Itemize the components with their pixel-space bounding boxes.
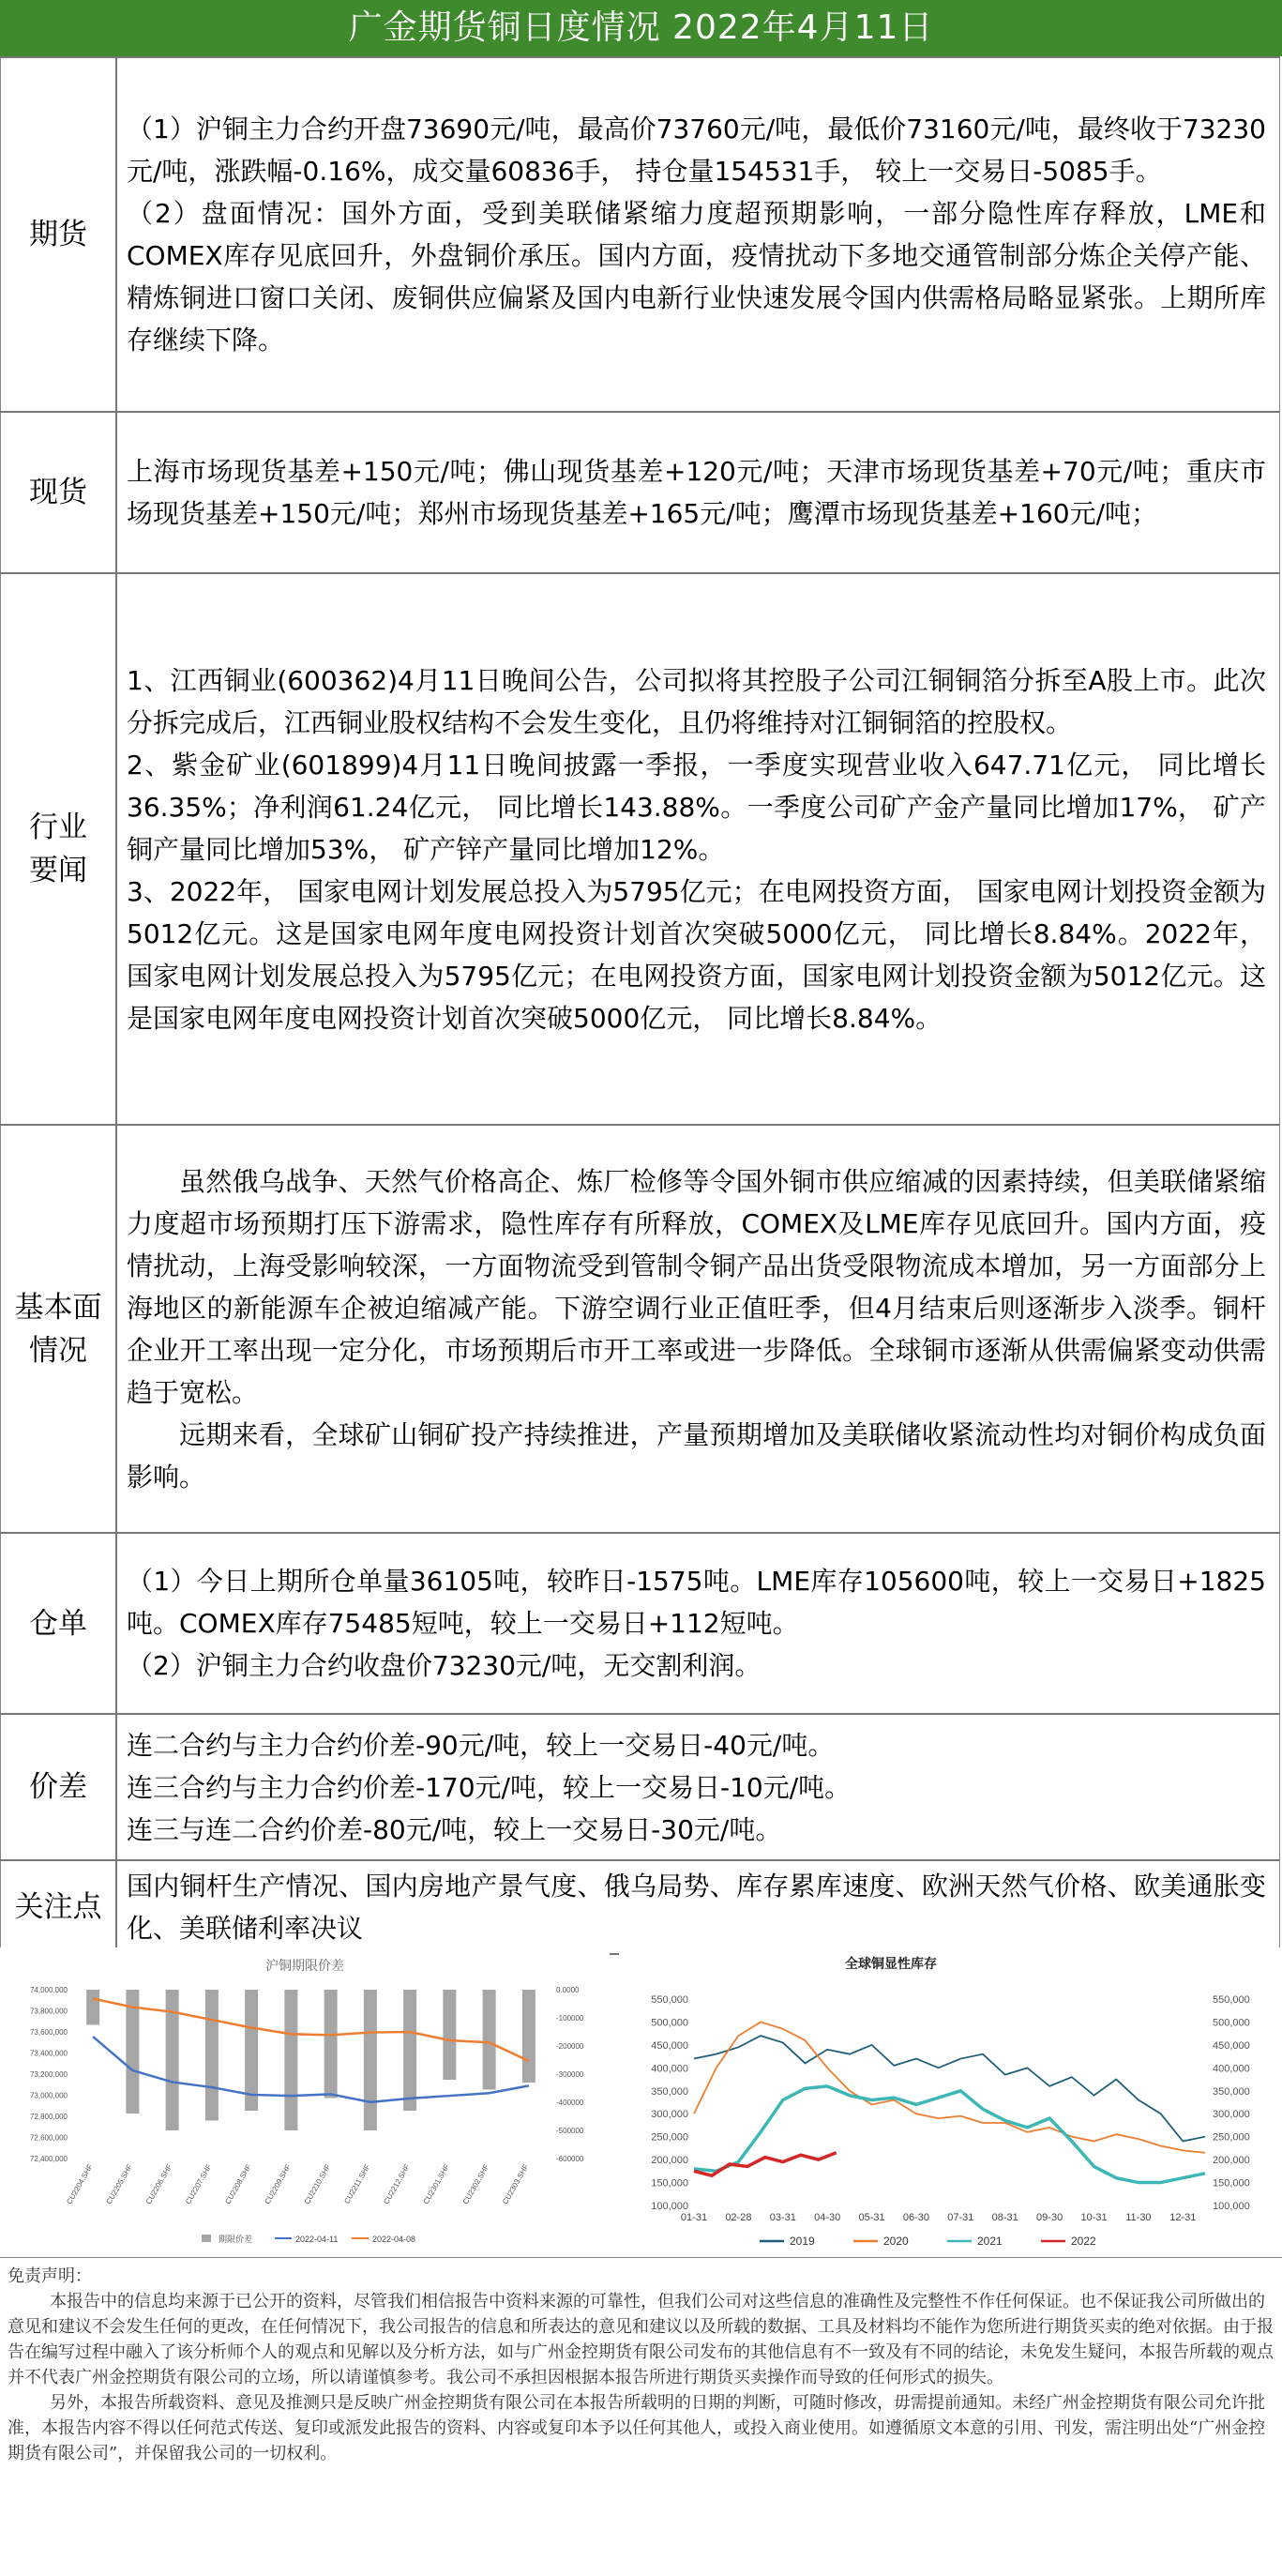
focus-paragraph: 国内铜杆生产情况、国内房地产景气度、俄乌局势、库存累库速度、欧洲天然气价格、欧美通胀变化、美联储利率决议 xyxy=(127,1871,1266,1944)
section-warehouse xyxy=(1,1533,1280,1714)
right-tick-label: -200000 xyxy=(556,2042,584,2051)
inventory-line-2020 xyxy=(694,2022,1205,2152)
x-tick-label: 01-31 xyxy=(680,2212,708,2223)
left-tick-label: 72,400,000 xyxy=(29,2155,68,2163)
section-fundamentals xyxy=(1,1125,1280,1533)
news-item-2: 2、紫金矿业(601899)4月11日晚间披露一季报，一季度实现营业收入647.71亿元， 同比增长36.35%；净利润61.24亿元， 同比增长143.88%。一季度公司矿产金产量同比增加17%， 矿产铜产量同比增加53%， 矿产锌产量同比增加12%。 xyxy=(127,749,1266,865)
right-tick-label: 550,000 xyxy=(1213,1994,1250,2006)
left-tick-label: 400,000 xyxy=(651,2063,688,2075)
left-tick-label: 550,000 xyxy=(651,1994,688,2006)
spread-bar xyxy=(522,1990,535,2083)
left-tick-label: 74,000,000 xyxy=(29,1986,68,1994)
left-tick-label: 73,200,000 xyxy=(29,2070,68,2079)
report-table xyxy=(0,56,1280,1955)
left-tick-label: 500,000 xyxy=(651,2017,688,2029)
section-spot xyxy=(1,412,1280,573)
news-item-3: 3、2022年， 国家电网计划发展总投入为5795亿元；在电网投资方面， 国家电网计划投资金额为5012亿元。这是国家电网年度电网投资计划首次突破5000亿元， 同比增长8.84%。2022年， 国家电网计划发展总投入为5795亿元；在电网投资方面，国家电网计划投资金额为5012亿元。这是国家电网年度电网投资计划首次突破5000亿元， 同比增长8.84%。 xyxy=(127,875,1266,1034)
x-tick-label: CU2204.SHF xyxy=(65,2162,95,2206)
right-tick-label: 200,000 xyxy=(1213,2155,1250,2167)
right-tick-label: -500000 xyxy=(556,2127,584,2135)
x-tick-label: 07-31 xyxy=(947,2212,974,2223)
section-spread xyxy=(1,1714,1280,1860)
chart-term-spread xyxy=(0,1947,610,2257)
section-content-futures xyxy=(116,57,1280,412)
x-tick-label: CU2302.SHF xyxy=(460,2162,491,2206)
x-tick-label: 10-31 xyxy=(1080,2212,1108,2223)
inventory-line-2019 xyxy=(694,2036,1205,2141)
spread-bar xyxy=(324,1990,338,2099)
warehouse-paragraph-1: （1）今日上期所仓单量36105吨，较昨日-1575吨。LME库存105600吨，较上一交易日+1825吨。COMEX库存75485短吨，较上一交易日+112短吨。 xyxy=(127,1566,1266,1639)
x-tick-label: CU2301.SHF xyxy=(421,2162,452,2206)
legend-label: 2020 xyxy=(883,2235,909,2248)
spread-bar xyxy=(483,1990,496,2090)
left-tick-label: 350,000 xyxy=(651,2085,688,2098)
x-tick-label: CU2205.SHF xyxy=(104,2162,135,2206)
right-tick-label: -100000 xyxy=(556,2014,584,2023)
right-tick-label: -300000 xyxy=(556,2070,584,2079)
right-tick-label: 250,000 xyxy=(1213,2131,1250,2144)
x-tick-label: 09-30 xyxy=(1036,2212,1063,2223)
section-content-warehouse xyxy=(116,1533,1280,1714)
legend-label: 2019 xyxy=(790,2235,815,2248)
x-tick-label: 02-28 xyxy=(725,2212,752,2223)
news-label-text: 行业要闻 xyxy=(29,811,87,887)
left-tick-label: 73,400,000 xyxy=(29,2049,68,2058)
disclaimer-heading: 免责声明： xyxy=(8,2266,92,2286)
left-tick-label: 300,000 xyxy=(651,2109,688,2121)
x-tick-label: 03-31 xyxy=(769,2212,796,2223)
x-tick-label: CU2206.SHF xyxy=(143,2162,174,2206)
right-tick-label: 100,000 xyxy=(1213,2201,1250,2212)
section-news xyxy=(1,573,1280,1125)
section-label-warehouse: 仓单 xyxy=(1,1533,117,1714)
right-tick-label: 150,000 xyxy=(1213,2177,1250,2190)
section-content-spot xyxy=(116,412,1280,573)
right-tick-label: -600000 xyxy=(556,2155,584,2163)
legend-label: 期限价差 xyxy=(219,2235,253,2244)
left-tick-label: 150,000 xyxy=(651,2177,688,2190)
section-label-spot: 现货 xyxy=(1,412,117,573)
spread-line-1: 连二合约与主力合约价差-90元/吨，较上一交易日-40元/吨。 xyxy=(127,1729,835,1761)
right-tick-label: -400000 xyxy=(556,2099,584,2107)
legend-label: 2022 xyxy=(1071,2235,1096,2248)
x-tick-label: CU2211.SHF xyxy=(342,2162,372,2205)
spread-bar xyxy=(205,1990,219,2121)
chart-inventory-box xyxy=(619,1947,1282,2257)
left-tick-label: 200,000 xyxy=(651,2155,688,2167)
section-label-fundamentals xyxy=(1,1125,117,1533)
x-tick-label: CU2210.SHF xyxy=(302,2162,333,2206)
futures-paragraph-2: （2）盘面情况：国外方面，受到美联储紧缩力度超预期影响，一部分隐性库存释放，LME和COMEX库存见底回升，外盘铜价承压。国内方面，疫情扰动下多地交通管制部分炼企关停产能、精炼铜进口窗口关闭、废铜供应偏紧及国内电新行业快速发展令国内供需格局略显紧张。上期所库存继续下降。 xyxy=(127,198,1266,356)
disclaimer xyxy=(0,2257,1282,2576)
legend-label: 2022-04-11 xyxy=(295,2235,339,2244)
inventory-line-2022 xyxy=(694,2153,837,2175)
left-tick-label: 72,800,000 xyxy=(29,2113,68,2121)
left-tick-label: 73,800,000 xyxy=(29,2007,68,2016)
spread-bar xyxy=(245,1990,258,2111)
x-tick-label: CU2207.SHF xyxy=(184,2162,214,2206)
x-tick-label: 12-31 xyxy=(1169,2212,1197,2223)
right-tick-label: 400,000 xyxy=(1213,2063,1250,2075)
right-tick-label: 350,000 xyxy=(1213,2085,1250,2098)
section-content-fundamentals xyxy=(116,1125,1280,1533)
fundamentals-paragraph-2: 远期来看，全球矿山铜矿投产持续推进，产量预期增加及美联储收紧流动性均对铜价构成负面影响。 xyxy=(127,1418,1266,1493)
right-tick-label: 300,000 xyxy=(1213,2109,1250,2121)
spread-bar xyxy=(364,1990,377,2130)
left-tick-label: 73,600,000 xyxy=(29,2028,68,2037)
section-content-news xyxy=(116,573,1280,1125)
legend-swatch xyxy=(202,2235,211,2242)
x-tick-label: CU2212.SHF xyxy=(382,2162,412,2206)
spread-line-3: 连三与连二合约价差-80元/吨，较上一交易日-30元/吨。 xyxy=(127,1813,782,1845)
x-tick-label: CU2303.SHF xyxy=(501,2162,531,2206)
right-tick-label: 0.0000 xyxy=(556,1986,580,1994)
x-tick-label: 04-30 xyxy=(814,2212,841,2223)
fundamentals-paragraph-1: 虽然俄乌战争、天然气价格高企、炼厂检修等令国外铜市供应缩减的因素持续，但美联储紧缩力度超市场预期打压下游需求，隐性库存有所释放，COMEX及LME库存见底回升。国内方面，疫情扰动，上海受影响较深，一方面物流受到管制令铜产品出货受限物流成本增加，另一方面部分上海地区的新能源车企被迫缩减产能。下游空调行业正值旺季，但4月结束后则逐渐步入淡季。铜杆企业开工率出现一定分化，市场预期后市开工率或进一步降低。全球铜市逐渐从供需偏紧变动供需趋于宽松。 xyxy=(127,1165,1266,1408)
left-tick-label: 73,000,000 xyxy=(29,2091,68,2100)
chart-title: 全球铜显性库存 xyxy=(845,1956,937,1971)
right-tick-label: 500,000 xyxy=(1213,2017,1250,2029)
spot-paragraph: 上海市场现货基差+150元/吨；佛山现货基差+120元/吨；天津市场现货基差+70元/吨；重庆市场现货基差+150元/吨；郑州市场现货基差+165元/吨；鹰潭市场现货基差+160元/吨； xyxy=(127,456,1266,529)
x-tick-label: 11-30 xyxy=(1125,2212,1152,2223)
left-tick-label: 72,600,000 xyxy=(29,2133,68,2143)
spread-bar xyxy=(86,1990,99,2025)
section-label-focus: 关注点 xyxy=(1,1860,117,1954)
series-line-2022-04-08 xyxy=(93,1999,529,2061)
disclaimer-paragraph-1: 本报告中的信息均来源于已公开的资料，尽管我们相信报告中资料来源的可靠性，但我们公司对这些信息的准确性及完整性不作任何保证。也不保证我公司所做出的意见和建议不会发生任何的更改，在任何情况下，我公司报告的信息和所表达的意见和建议以及所载的数据、工具及材料均不能作为您所进行期货买卖的绝对依据。由于报告在编写过程中融入了该分析师个人的观点和见解以及分析方法，如与广州金控期货有限公司发布的其他信息有不一致及有不同的结论，未免发生疑问，本报告所载的观点并不代表广州金控期货有限公司的立场，所以请谨慎参考。我公司不承担因根据本报告所进行期货买卖操作而导致的任何形式的损失。 xyxy=(8,2292,1274,2387)
section-content-spread xyxy=(116,1714,1280,1860)
section-label-spread: 价差 xyxy=(1,1714,117,1860)
legend-label: 2021 xyxy=(977,2235,1003,2248)
spread-bar xyxy=(284,1990,297,2130)
spread-line-2: 连三合约与主力合约价差-170元/吨，较上一交易日-10元/吨。 xyxy=(127,1771,852,1803)
spread-bar xyxy=(443,1990,456,2080)
section-label-news xyxy=(1,573,117,1125)
x-tick-label: CU2208.SHF xyxy=(223,2162,253,2206)
spread-bar xyxy=(403,1990,416,2111)
series-line-2022-04-11 xyxy=(93,2037,529,2102)
warehouse-paragraph-2: （2）沪铜主力合约收盘价73230元/吨，无交割利润。 xyxy=(127,1650,762,1681)
left-tick-label: 100,000 xyxy=(651,2201,688,2212)
section-content-focus xyxy=(116,1860,1280,1954)
inventory-line-2021 xyxy=(694,2086,1205,2183)
left-tick-label: 450,000 xyxy=(651,2039,688,2052)
section-futures xyxy=(1,57,1280,412)
x-tick-label: 05-31 xyxy=(858,2212,885,2223)
section-label-futures: 期货 xyxy=(1,57,117,412)
x-tick-label: 06-30 xyxy=(902,2212,930,2223)
chart-global-inventory xyxy=(619,1947,1282,2257)
report-title: 广金期货铜日度情况 2022年4月11日 xyxy=(0,0,1282,56)
disclaimer-paragraph-2: 另外，本报告所载资料、意见及推测只是反映广州金控期货有限公司在本报告所载明的日期的判断，可随时修改，毋需提前通知。未经广州金控期货有限公司允许批准，本报告内容不得以任何范式传送、复印或派发此报告的资料、内容或复印本予以任何其他人，或投入商业使用。如遵循原文本意的引用、刊发，需注明出处“广州金控期货有限公司”，并保留我公司的一切权利。 xyxy=(8,2393,1266,2463)
charts-area xyxy=(0,1947,1282,2257)
x-tick-label: CU2209.SHF xyxy=(263,2162,294,2206)
chart-title: 沪铜期限价差 xyxy=(265,1958,344,1973)
news-item-1: 1、江西铜业(600362)4月11日晚间公告，公司拟将其控股子公司江铜铜箔分拆至A股上市。此次分拆完成后，江西铜业股权结构不会发生变化，且仍将维持对江铜铜箔的控股权。 xyxy=(127,664,1266,738)
legend-label: 2022-04-08 xyxy=(372,2235,416,2244)
right-tick-label: 450,000 xyxy=(1213,2039,1250,2052)
chart-term-spread-box xyxy=(0,1947,610,2257)
left-tick-label: 250,000 xyxy=(651,2131,688,2144)
fundamentals-label-text: 基本面情况 xyxy=(14,1290,102,1368)
futures-paragraph-1: （1）沪铜主力合约开盘73690元/吨，最高价73760元/吨，最低价73160元/吨，最终收于73230元/吨，涨跌幅-0.16%，成交量60836手， 持仓量154531手， 较上一交易日-5085手。 xyxy=(127,114,1266,187)
section-focus xyxy=(1,1860,1280,1954)
x-tick-label: 08-31 xyxy=(991,2212,1018,2223)
